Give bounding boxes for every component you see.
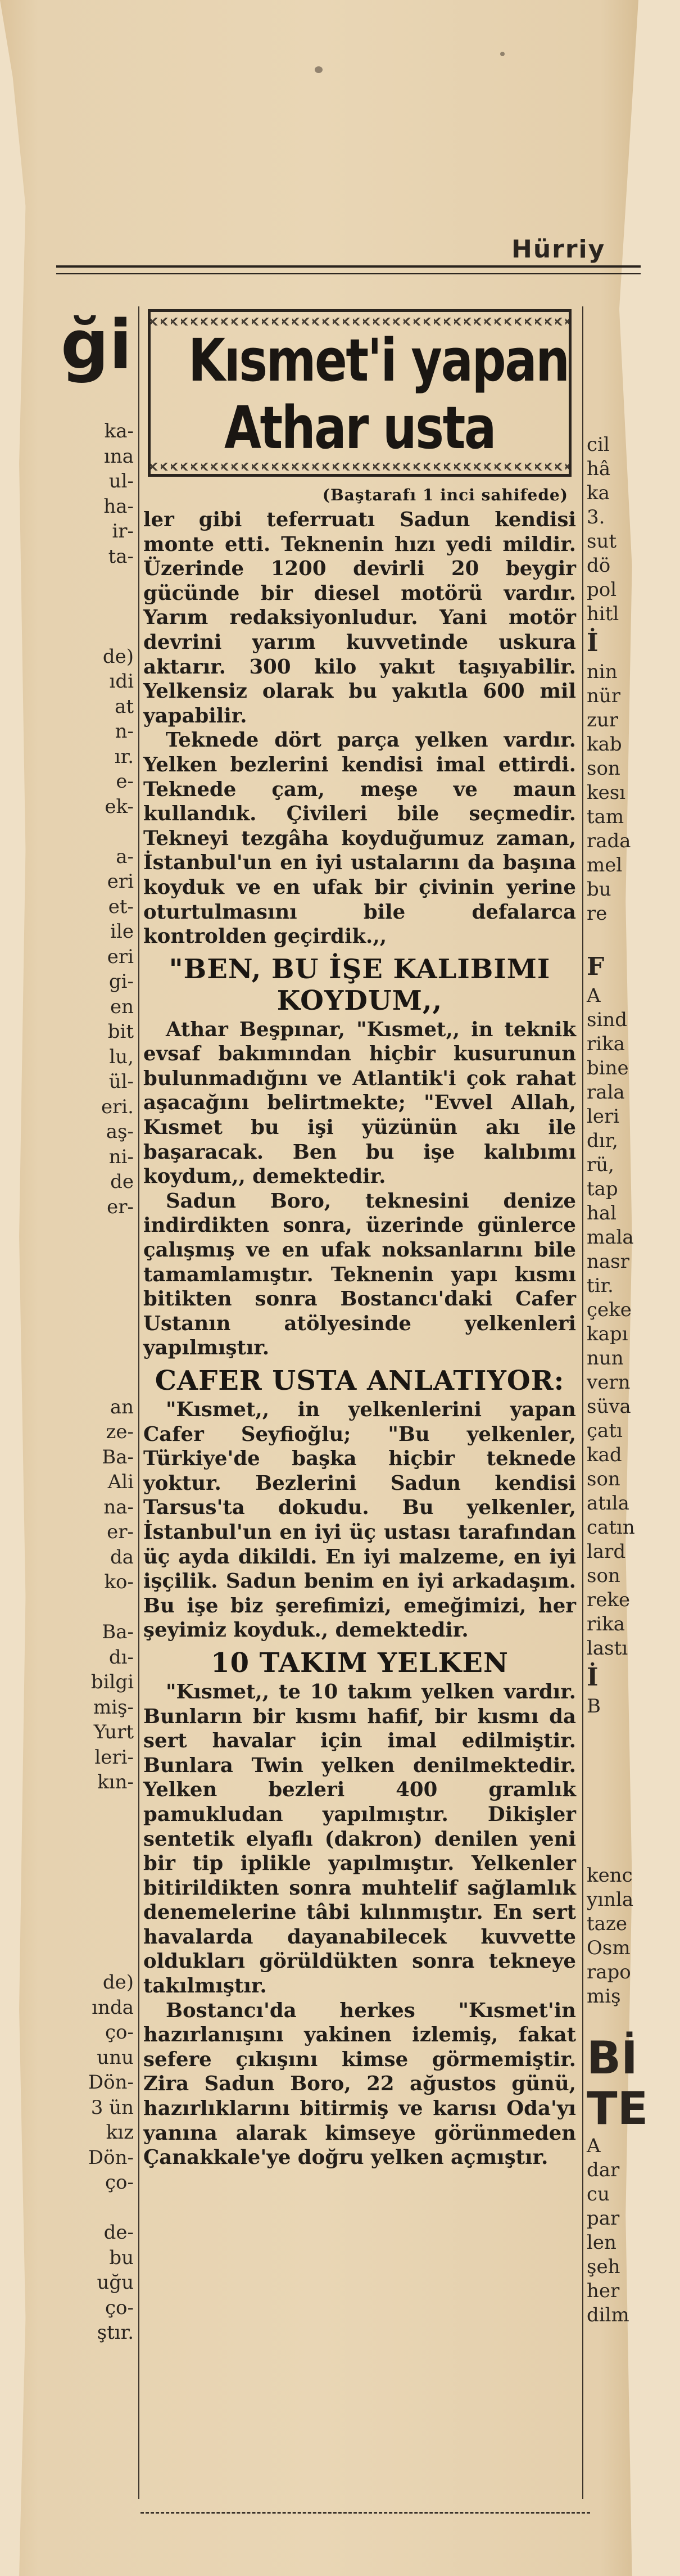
ink-spot	[500, 52, 505, 56]
paragraph: "Kısmet,, te 10 takım yelken vardır. Bunların bir kısmı hafif, bir kısmı da sert havalar için imal edilmiştir. Bunlara Twin yelken denilmektedir. Yelken bezleri 400 gramlık pamukludan yapılmıştır. Dikişler sentetik elyaflı (dakron) denilen yeni bir tip iplikle yapılmıştır. Yelkenler bitirildikten sonra muhtelif sağlamlık denemelerine tâbi kılınmıştır. En sert havalarda dayanabilecek kuvvette oldukları görüldükten sonra tekneye takılmıştır.	[143, 1680, 576, 1998]
right_fragment-line	[587, 1815, 643, 1840]
left_fragment-line: Dön-	[88, 2146, 134, 2169]
right_fragment-line: rika	[587, 1033, 625, 1055]
right_fragment-line: sind	[587, 1009, 627, 1031]
right_fragment-line: hitl	[587, 603, 619, 625]
left-column-headline-fragment: ği	[61, 306, 133, 385]
paragraph: Athar Beşpınar, "Kısmet,, in teknik evsaf bakımından hiçbir kusurunun bulunmadığını ve Atlantik'i çok rahat aşacağını belirtmekte; "Evvel Allah, Kısmet bu işi yüzünün akı ile başaracak. Ben bu işe kalıbımı koydum,, demektedir.	[143, 1018, 576, 1188]
left_fragment-line: de)	[102, 1971, 134, 1994]
right_fragment-line	[587, 1719, 643, 1743]
right_fragment-line: rika	[587, 1613, 625, 1635]
right_fragment-line: atıla	[587, 1492, 629, 1515]
left_fragment-line: Ba-	[102, 1445, 134, 1468]
right_fragment-line	[587, 926, 643, 950]
left_fragment-line: bilgi	[90, 1671, 134, 1693]
left_fragment-line: ni-	[108, 1145, 134, 1168]
right_fragment-line: hal	[587, 1202, 617, 1224]
left_fragment-line: ında	[92, 1996, 134, 2019]
right_fragment-line: İ	[587, 629, 599, 657]
right_fragment-line: F	[587, 952, 605, 981]
left_fragment-line: Yurt	[93, 1721, 134, 1743]
right_fragment-line: süva	[587, 1395, 631, 1418]
left_fragment-line: unu	[97, 2046, 134, 2069]
left_fragment-line	[66, 594, 134, 620]
left_fragment-line: gi-	[108, 970, 134, 993]
left_fragment-line: miş-	[93, 1696, 134, 1719]
right_fragment-line: çeke	[587, 1299, 632, 1321]
paragraph: Sadun Boro, teknesini denize indirdikten sonra, üzerinde günlerce çalışmış ve en ufak noksanlarını bile tamamlamıştır. Teknenin yapı kısmı bitikten sonra Bostancı'daki Cafer Ustanın atölyesinde yelkenleri yapılmıştır.	[143, 1189, 576, 1360]
paragraph: Teknede dört parça yelken vardır. Yelken bezlerini kendisi imal ettirdi. Teknede çam, meşe ve maun kullandık. Çivileri bile seçmedir. Tekneyi tezgâha koyduğumuz zaman, İstanbul'un en iyi ustalarını da başına koyduk ve en ufak bir çivinin yerine oturtulmasını bile defalarca kontrolden geçirdik.,,	[143, 729, 576, 948]
left_fragment-line	[66, 1895, 134, 1920]
left_fragment-line: da	[110, 1545, 134, 1569]
left_fragment-line: ze-	[106, 1421, 134, 1443]
left_fragment-line: ço-	[105, 2296, 134, 2319]
right_fragment-line: rala	[587, 1081, 625, 1104]
headline-border-ornament	[151, 463, 569, 471]
left_fragment-line: n-	[115, 720, 134, 743]
right_fragment-line	[587, 2009, 643, 2033]
right_fragment-line: her	[587, 2280, 620, 2302]
right_fragment-line	[587, 1840, 643, 1864]
left_fragment-line	[66, 1820, 134, 1845]
right_fragment-line: bu	[587, 878, 611, 901]
right_fragment-line: nin	[587, 661, 618, 683]
right_fragment-line: bine	[587, 1057, 629, 1079]
right_fragment-line: len	[587, 2231, 616, 2254]
left_fragment-line: dı-	[108, 1646, 134, 1669]
right_fragment-line: Osm	[587, 1937, 631, 1959]
right_fragment-line: nür	[587, 685, 621, 707]
right_fragment-line: tam	[587, 806, 624, 828]
right_fragment-line	[587, 1743, 643, 1767]
left_fragment-line: ha-	[103, 495, 134, 518]
right_fragment-line: re	[587, 902, 608, 925]
bottom-dashed-rule	[140, 2512, 590, 2514]
right_fragment-line: pol	[587, 579, 617, 601]
right_fragment-line: miş	[587, 1985, 621, 2008]
left_fragment-line: a-	[116, 845, 134, 868]
right_fragment-line: vern	[587, 1371, 631, 1394]
right_fragment-line: rapo	[587, 1961, 631, 1983]
right_fragment-line: dır,	[587, 1129, 618, 1152]
right_fragment-line: İ	[587, 1663, 599, 1692]
right-column-fragment	[587, 433, 649, 2328]
left_fragment-line: na-	[103, 1495, 134, 1519]
right_fragment-line: reke	[587, 1589, 631, 1611]
right_fragment-line: nun	[587, 1347, 624, 1370]
left_fragment-line	[66, 1945, 134, 1971]
left_fragment-line: de-	[103, 2221, 134, 2244]
right_fragment-line: kad	[587, 1444, 622, 1466]
left_fragment-line	[66, 1269, 134, 1295]
left_fragment-line: Ali	[107, 1471, 134, 1493]
right_fragment-line: kesı	[587, 781, 626, 804]
left_fragment-line: ştır.	[97, 2321, 134, 2344]
left_fragment-line: ıdi	[109, 670, 134, 693]
left_fragment-line: de	[110, 1171, 134, 1193]
left_fragment-line: ta-	[108, 545, 134, 568]
right_fragment-line: rada	[587, 830, 631, 852]
right_fragment-line: sut	[587, 530, 617, 553]
left_fragment-line: ko-	[104, 1571, 134, 1593]
left_fragment-line: et-	[108, 895, 134, 918]
right_fragment-line: kab	[587, 733, 622, 756]
right_fragment-line: dar	[587, 2159, 620, 2181]
left_fragment-line: an	[110, 1395, 134, 1418]
right_fragment-line: dilm	[587, 2304, 629, 2326]
paragraph: "Kısmet,, in yelkenlerini yapan Cafer Seyfioğlu; "Bu yelkenler, Türkiye'de başka hiçbir teknede yoktur. Bezlerini Sadun kendisi Tarsus'ta dokudu. Bu yelkenler, İstanbul'un en iyi üç ustası tarafından üç ayda dikildi. En iyi malzeme, en iyi işçilik. Sadun benim en iyi arkadaşım. Bu işe biz şerefimizi, emeğimizi, her şeyimiz koyduk., demektedir.	[143, 1398, 576, 1642]
column-rule-left	[138, 306, 139, 2499]
left_fragment-line: er-	[107, 1195, 134, 1218]
right_fragment-line: TE	[587, 2082, 649, 2135]
left_fragment-line	[66, 1920, 134, 1945]
left_fragment-line: e-	[116, 770, 134, 793]
right_fragment-line	[587, 1791, 643, 1815]
right_fragment-line: cil	[587, 433, 610, 456]
paragraph: ler gibi teferruatı Sadun kendisi monte etti. Teknenin hızı yedi mildir. Üzerinde 1200 devirli 20 beygir gücünde bir diesel motörü vardır. Yarım redaksiyonludur. Yani motör devrini yarım kuvvetinde uskura aktarır. 300 kilo yakıt taşıyabilir. Yelkensiz olarak bu yakıtla 600 mil yapabilir.	[143, 508, 576, 727]
left_fragment-line: ul-	[108, 470, 134, 492]
right_fragment-line: 3.	[587, 506, 605, 528]
left_fragment-line: at	[115, 695, 134, 718]
right_fragment-line: par	[587, 2207, 620, 2230]
headline-line-1: Kısmet'i yapan	[188, 326, 569, 395]
left_fragment-line	[66, 1595, 134, 1620]
right_fragment-line: lard	[587, 1540, 626, 1563]
left_fragment-line: bu	[109, 2246, 134, 2269]
right_fragment-line: hâ	[587, 458, 611, 480]
left_fragment-line	[66, 1219, 134, 1245]
left_fragment-line	[66, 819, 134, 844]
right_fragment-line: B	[587, 1695, 601, 1718]
left_fragment-line	[66, 1370, 134, 1395]
right_fragment-line: mel	[587, 854, 623, 876]
headline-box	[148, 309, 572, 477]
column-rule-right	[582, 306, 583, 2499]
left_fragment-line: eri	[107, 870, 134, 893]
left_fragment-line: Dön-	[88, 2071, 134, 2094]
left_fragment-line	[66, 1245, 134, 1270]
right_fragment-line: taze	[587, 1913, 627, 1935]
headline-line-2: Athar usta	[224, 394, 495, 462]
right_fragment-line: leri	[587, 1105, 620, 1128]
left_fragment-line: eri.	[101, 1095, 134, 1118]
ink-spot	[315, 66, 323, 73]
left_fragment-line: lu,	[109, 1045, 134, 1068]
masthead-title: Hürriy	[511, 235, 606, 264]
headline-border-ornament	[151, 318, 569, 326]
article-body	[143, 508, 576, 2170]
right_fragment-line: şeh	[587, 2256, 620, 2278]
left_fragment-line: de)	[102, 645, 134, 668]
left_fragment-line	[66, 1345, 134, 1370]
right_fragment-line: son	[587, 1468, 620, 1490]
left_fragment-line: eri	[107, 945, 134, 968]
left_fragment-line	[66, 2195, 134, 2221]
right_fragment-line: zur	[587, 709, 619, 731]
left_fragment-line: kın-	[97, 1771, 134, 1793]
left_fragment-line: ço-	[105, 2171, 134, 2194]
left_fragment-line: ile	[110, 920, 134, 943]
subheading: CAFER USTA ANLATIYOR:	[155, 1365, 565, 1397]
left_fragment-line: er-	[107, 1521, 134, 1543]
left_fragment-line: ka-	[104, 420, 134, 442]
left_fragment-line	[66, 1295, 134, 1320]
right_fragment-line: Bİ	[587, 2032, 638, 2084]
right_fragment-line: cu	[587, 2183, 610, 2206]
left_fragment-line: kız	[106, 2121, 134, 2144]
left_fragment-line: en	[110, 995, 134, 1018]
right_fragment-line: A	[587, 2135, 601, 2157]
left_fragment-line: leri-	[94, 1746, 134, 1769]
right_fragment-line: yınla	[587, 1888, 634, 1911]
subheading: 10 TAKIM YELKEN	[211, 1647, 509, 1679]
right_fragment-line: tap	[587, 1178, 618, 1200]
right_fragment-line: mala	[587, 1226, 634, 1249]
right_fragment-line: lastı	[587, 1637, 628, 1660]
left_fragment-line: ek-	[105, 795, 134, 818]
left_fragment-line	[66, 1795, 134, 1820]
left_fragment-line: ül-	[108, 1070, 134, 1093]
left_fragment-line: aş-	[106, 1120, 134, 1143]
article	[143, 309, 576, 2170]
left_fragment-line	[66, 619, 134, 644]
left_fragment-line: 3 ün	[90, 2096, 134, 2119]
left_fragment-line: ına	[103, 445, 134, 468]
right_fragment-line: kenc	[587, 1864, 633, 1887]
left_fragment-line: ir-	[112, 520, 134, 543]
right_fragment-line: nasr	[587, 1250, 629, 1273]
right_fragment-line: son	[587, 757, 620, 780]
left_fragment-line	[66, 1319, 134, 1345]
right_fragment-line: catın	[587, 1516, 635, 1539]
right_fragment-line: rü,	[587, 1154, 614, 1176]
left_fragment-line	[66, 1845, 134, 1870]
left_fragment-line: ır.	[114, 745, 134, 768]
subheading: "BEN, BU İŞE KALIBIMI KOYDUM,,	[169, 953, 551, 1016]
left_fragment-line	[66, 1870, 134, 1895]
masthead-rule	[56, 265, 641, 274]
continuation-note: (Baştarafı 1 inci sahifede)	[322, 486, 568, 504]
left_fragment-line: uğu	[97, 2271, 134, 2294]
left_fragment-line: ço-	[105, 2021, 134, 2044]
right_fragment-line: tir.	[587, 1275, 614, 1297]
right_fragment-line: dö	[587, 554, 611, 577]
right_fragment-line	[587, 1767, 643, 1791]
left-column-fragment	[66, 419, 134, 2345]
right_fragment-line: ka	[587, 482, 610, 504]
right_fragment-line: kapı	[587, 1323, 628, 1345]
left_fragment-line	[66, 569, 134, 594]
left_fragment-line: Ba-	[102, 1621, 134, 1643]
left_fragment-line: bit	[107, 1020, 134, 1043]
right_fragment-line: son	[587, 1565, 620, 1587]
paragraph: Bostancı'da herkes "Kısmet'in hazırlanışını yakinen izlemiş, fakat sefere çıkışını kimse görmemiştir. Zira Sadun Boro, 22 ağustos günü, hazırlıklarını bitirmiş ve karısı Oda'yı yanına alarak kimseye görünmeden Çanakkale'ye doğru yelken açmıştır.	[143, 1999, 576, 2170]
right_fragment-line: çatı	[587, 1420, 623, 1442]
right_fragment-line: A	[587, 984, 601, 1007]
